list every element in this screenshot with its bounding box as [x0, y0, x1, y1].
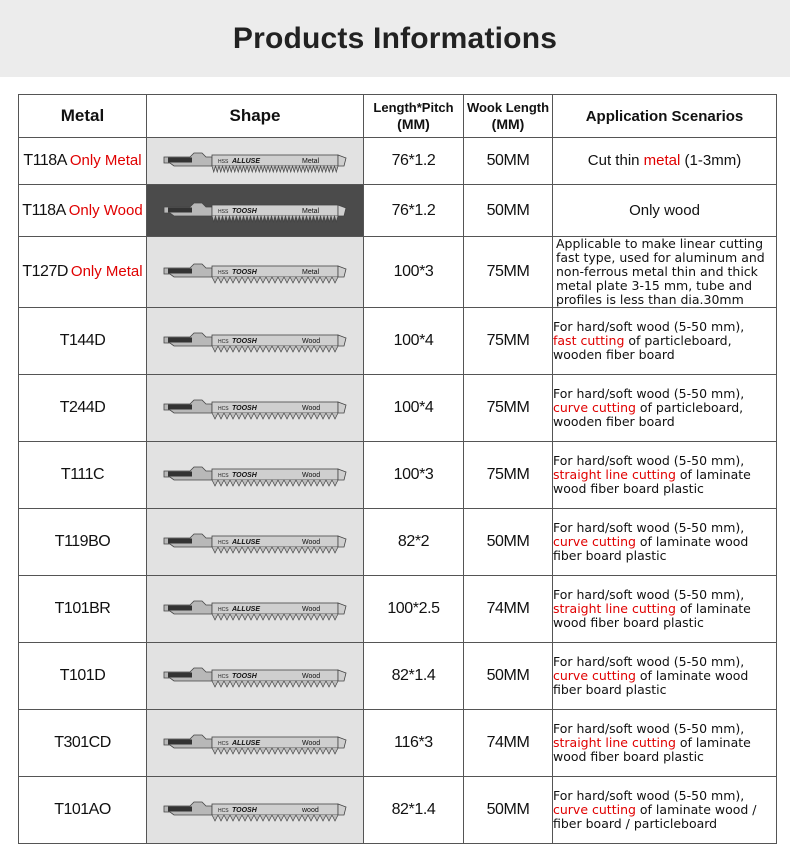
wook-length-cell: 50MM — [464, 509, 553, 576]
blade-type-label: Wood — [302, 673, 321, 680]
jigsaw-blade-image — [160, 596, 350, 622]
application-highlight: curve cutting — [553, 802, 636, 817]
jigsaw-blade-image — [160, 797, 350, 823]
blade-code-label: HCS — [218, 339, 229, 345]
blade-brand-label: TOOSH — [232, 472, 257, 479]
table-row — [19, 643, 777, 710]
application-text-pre: For hard/soft wood (5-50 mm), — [553, 587, 745, 602]
jigsaw-blade-image — [160, 395, 350, 421]
blade-brand-label: TOOSH — [232, 807, 257, 814]
length-pitch-cell: 100*3 — [364, 237, 464, 308]
model-cell — [19, 237, 147, 308]
header-length-pitch-label: Length*Pitch — [373, 99, 454, 115]
jigsaw-blade-image — [160, 663, 350, 689]
wook-length-cell: 50MM — [464, 138, 553, 185]
blade-label-plate — [168, 405, 192, 410]
blade-brand-label: TOOSH — [232, 405, 257, 412]
blade-teeth — [212, 413, 338, 419]
title-banner — [0, 0, 790, 77]
model-cell — [19, 710, 147, 777]
jigsaw-blade-image — [160, 730, 350, 756]
model-name: T101D — [59, 667, 106, 684]
blade-type-label: Wood — [302, 539, 321, 546]
table-row — [19, 308, 777, 375]
table-row — [19, 509, 777, 576]
blade-tip — [338, 603, 346, 614]
length-pitch-cell: 82*1.4 — [364, 777, 464, 844]
application-text-pre: For hard/soft wood (5-50 mm), — [553, 721, 745, 736]
blade-teeth — [212, 681, 338, 687]
header-length-pitch — [364, 95, 464, 138]
blade-teeth — [212, 748, 338, 754]
shape-cell — [147, 576, 364, 643]
page-title: Products Informations — [232, 21, 558, 55]
blade-code-label: HCS — [218, 540, 229, 546]
shape-cell — [147, 777, 364, 844]
application-cell — [553, 509, 777, 576]
length-pitch-cell: 100*3 — [364, 442, 464, 509]
blade-label-plate — [168, 338, 192, 343]
blade-type-label: wood — [302, 807, 319, 814]
shape-cell — [147, 710, 364, 777]
blade-teeth — [212, 547, 338, 553]
application-cell — [553, 308, 777, 375]
blade-code-label: HSS — [218, 208, 229, 215]
wook-length-cell: 75MM — [464, 237, 553, 308]
blade-type-label: Wood — [302, 740, 321, 747]
application-highlight: straight line cutting — [553, 735, 676, 750]
application-text-post: of laminate wood fiber board plastic — [553, 668, 749, 697]
blade-type-label: Metal — [302, 158, 320, 165]
application-text-post: of laminate wood fiber board plastic — [553, 467, 751, 496]
jigsaw-blade-image — [160, 148, 350, 174]
blade-brand-label: TOOSH — [232, 673, 257, 680]
application-cell — [553, 375, 777, 442]
application-text-post: of laminate wood fiber board plastic — [553, 534, 749, 563]
blade-tip — [338, 266, 346, 277]
blade-label-plate — [168, 158, 192, 163]
header-shape: Shape — [147, 95, 364, 138]
model-cell — [19, 308, 147, 375]
model-cell — [19, 185, 147, 237]
application-cell — [553, 442, 777, 509]
application-cell — [553, 576, 777, 643]
application-text-pre: For hard/soft wood (5-50 mm), — [553, 453, 745, 468]
shape-cell — [147, 509, 364, 576]
blade-tip — [338, 335, 346, 346]
blade-type-label: Wood — [302, 606, 321, 613]
application-cell — [553, 185, 777, 237]
blade-code-label: HCS — [218, 808, 229, 814]
application-highlight: curve cutting — [553, 534, 636, 549]
application-highlight: curve cutting — [553, 668, 636, 683]
application-highlight: straight line cutting — [553, 601, 676, 616]
model-name: T101BR — [54, 600, 111, 617]
blade-brand-label: ALLUSE — [232, 740, 260, 747]
application-highlight: fast cutting — [553, 333, 625, 348]
shape-cell — [147, 138, 364, 185]
jigsaw-blade-image — [160, 328, 350, 354]
header-row — [19, 95, 777, 138]
blade-type-label: Wood — [302, 472, 321, 479]
blade-label-plate — [168, 740, 192, 745]
wook-length-cell: 50MM — [464, 777, 553, 844]
blade-code-label: HSS — [218, 159, 229, 165]
header-metal: Metal — [19, 95, 147, 138]
blade-label-plate — [168, 673, 192, 678]
application-highlight: metal — [643, 152, 681, 169]
application-text-pre: For hard/soft wood (5-50 mm), — [553, 319, 745, 334]
blade-tip — [338, 804, 346, 815]
blade-label-plate — [168, 207, 192, 212]
wook-length-cell: 75MM — [464, 308, 553, 375]
length-pitch-cell: 100*2.5 — [364, 576, 464, 643]
header-wook-length-unit: (MM) — [491, 115, 525, 132]
table-row — [19, 777, 777, 844]
header-length-pitch-unit: (MM) — [397, 115, 430, 132]
model-name: T118A — [22, 201, 66, 219]
blade-teeth — [212, 480, 338, 486]
table-row — [19, 237, 777, 308]
blade-teeth — [212, 815, 338, 821]
blade-code-label: HCS — [218, 473, 229, 479]
blade-brand-label: ALLUSE — [232, 158, 260, 165]
material-tag: Only Metal — [69, 152, 142, 169]
application-text-post: of particleboard, wooden fiber board — [553, 400, 744, 429]
jigsaw-blade-image — [160, 462, 350, 488]
wook-length-cell: 74MM — [464, 710, 553, 777]
model-cell — [19, 643, 147, 710]
model-cell — [19, 442, 147, 509]
model-name: T111C — [60, 466, 105, 483]
application-cell — [553, 643, 777, 710]
application-text: Applicable to make linear cutting fast type, used for aluminum and non-ferrous metal thin and thick metal plate 3-15 mm, tube and profiles is less than dia.30mm — [556, 236, 765, 307]
length-pitch-cell: 100*4 — [364, 375, 464, 442]
blade-label-plate — [168, 807, 192, 812]
wook-length-cell: 50MM — [464, 643, 553, 710]
jigsaw-blade-image — [160, 529, 350, 555]
blade-code-label: HCS — [218, 607, 229, 613]
shape-cell — [147, 237, 364, 308]
blade-brand-label: TOOSH — [232, 207, 257, 215]
shape-cell — [147, 308, 364, 375]
length-pitch-cell: 82*1.4 — [364, 643, 464, 710]
length-pitch-cell: 100*4 — [364, 308, 464, 375]
table-row — [19, 138, 777, 185]
table-row — [19, 375, 777, 442]
header-wook-length-label: Wook Length — [466, 99, 550, 115]
blade-tip — [338, 469, 346, 480]
blade-brand-label: TOOSH — [232, 338, 257, 345]
blade-type-label: Metal — [302, 269, 320, 276]
model-cell — [19, 138, 147, 185]
application-text-pre: For hard/soft wood (5-50 mm), — [553, 386, 745, 401]
blade-teeth — [212, 614, 338, 620]
blade-type-label: Wood — [302, 338, 321, 345]
blade-tip — [338, 402, 346, 413]
table-row — [19, 185, 777, 237]
blade-code-label: HSS — [218, 270, 229, 276]
application-text-pre: For hard/soft wood (5-50 mm), — [553, 788, 745, 803]
model-name: T144D — [59, 332, 106, 349]
model-name: T301CD — [54, 734, 111, 751]
blade-type-label: Wood — [302, 405, 321, 412]
blade-brand-label: ALLUSE — [232, 539, 260, 546]
blade-tip — [338, 205, 346, 216]
header-application: Application Scenarios — [553, 95, 777, 138]
blade-teeth — [212, 166, 338, 172]
model-name: T119BO — [54, 533, 111, 550]
application-text-post: of laminate wood fiber board plastic — [553, 601, 751, 630]
application-text-post: of particleboard, wooden fiber board — [553, 333, 732, 362]
application-cell — [553, 237, 777, 308]
wook-length-cell: 75MM — [464, 442, 553, 509]
material-tag: Only Wood — [68, 201, 143, 219]
length-pitch-cell: 76*1.2 — [364, 185, 464, 237]
application-text-post: of laminate wood / fiber board / particleboard — [553, 802, 757, 831]
blade-code-label: HCS — [218, 406, 229, 412]
application-text: Only wood — [629, 201, 700, 219]
wook-length-cell: 74MM — [464, 576, 553, 643]
application-cell — [553, 138, 777, 185]
blade-tip — [338, 155, 346, 166]
application-highlight: straight line cutting — [553, 467, 676, 482]
blade-teeth — [212, 346, 338, 352]
blade-tip — [338, 670, 346, 681]
model-name: T244D — [59, 399, 106, 416]
application-text-post: (1-3mm) — [680, 152, 742, 169]
blade-code-label: HCS — [218, 674, 229, 680]
product-table — [18, 94, 777, 844]
blade-tip — [338, 536, 346, 547]
material-tag: Only Metal — [70, 263, 143, 280]
blade-brand-label: TOOSH — [232, 269, 257, 276]
blade-label-plate — [168, 606, 192, 611]
length-pitch-cell: 82*2 — [364, 509, 464, 576]
blade-code-label: HCS — [218, 741, 229, 747]
model-name: T101AO — [54, 801, 111, 818]
model-cell — [19, 777, 147, 844]
application-text-pre: Cut thin — [587, 152, 644, 169]
model-cell — [19, 576, 147, 643]
length-pitch-cell: 116*3 — [364, 710, 464, 777]
blade-type-label: Metal — [302, 207, 320, 215]
application-text-pre: For hard/soft wood (5-50 mm), — [553, 520, 745, 535]
blade-teeth — [212, 216, 338, 222]
model-cell — [19, 375, 147, 442]
shape-cell — [147, 643, 364, 710]
shape-cell — [147, 185, 364, 237]
header-wook-length — [464, 95, 553, 138]
application-highlight: curve cutting — [553, 400, 636, 415]
blade-teeth — [212, 277, 338, 283]
wook-length-cell: 50MM — [464, 185, 553, 237]
table-row — [19, 710, 777, 777]
model-cell — [19, 509, 147, 576]
blade-label-plate — [168, 472, 192, 477]
blade-label-plate — [168, 269, 192, 274]
wook-length-cell: 75MM — [464, 375, 553, 442]
application-text-pre: For hard/soft wood (5-50 mm), — [553, 654, 745, 669]
table-row — [19, 442, 777, 509]
length-pitch-cell: 76*1.2 — [364, 138, 464, 185]
jigsaw-blade-image — [160, 259, 350, 285]
application-cell — [553, 777, 777, 844]
table-row — [19, 576, 777, 643]
blade-label-plate — [168, 539, 192, 544]
model-name: T127D — [22, 263, 68, 280]
application-text-post: of laminate wood fiber board plastic — [553, 735, 751, 764]
shape-cell — [147, 375, 364, 442]
jigsaw-blade-image — [160, 198, 350, 224]
model-name: T118A — [23, 152, 67, 169]
application-cell — [553, 710, 777, 777]
blade-body — [212, 804, 338, 815]
blade-tip — [338, 737, 346, 748]
shape-cell — [147, 442, 364, 509]
blade-brand-label: ALLUSE — [232, 606, 260, 613]
